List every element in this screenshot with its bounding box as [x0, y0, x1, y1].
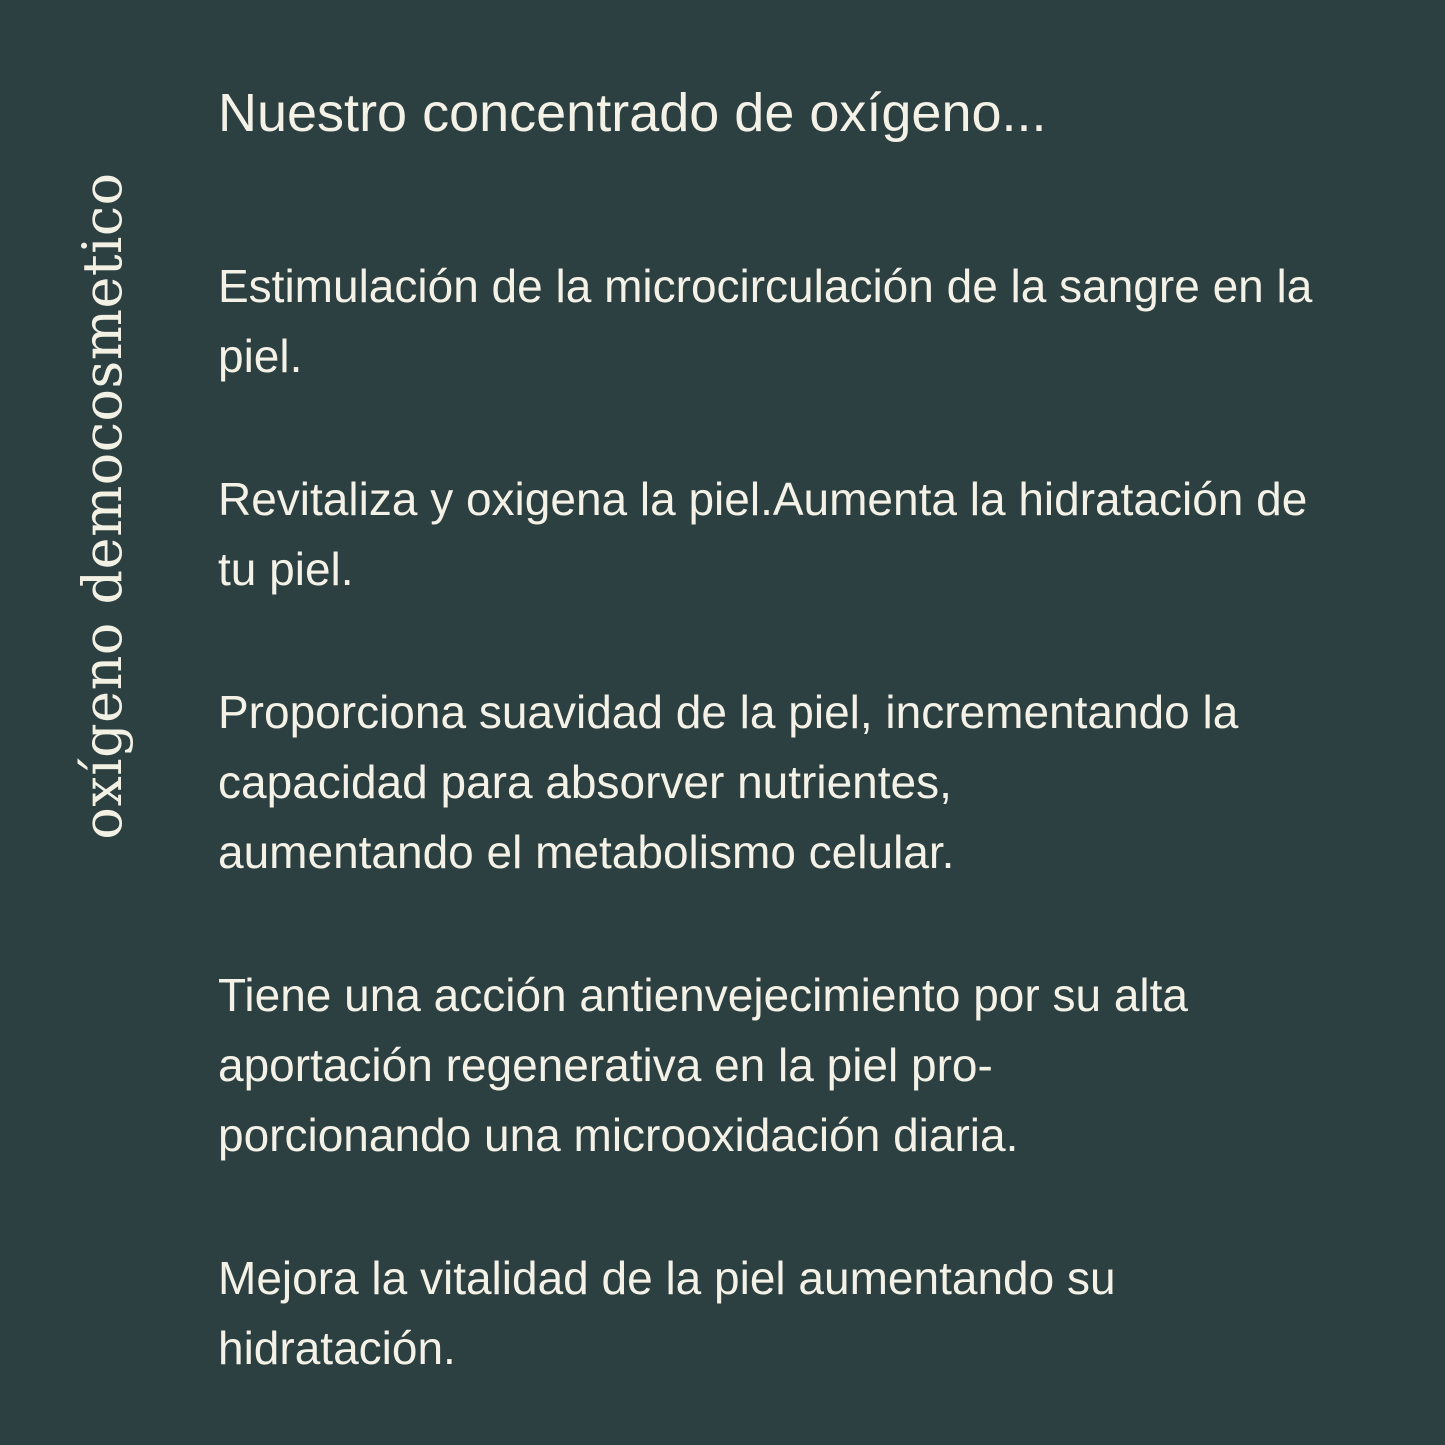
- benefit-paragraph-1: Estimulación de la microcirculación de la sangre en la piel.: [218, 260, 1313, 382]
- benefit-paragraph-4: Tiene una acción antienvejecimiento por su alta aportación regenerativa en la piel pro- porcionando una microoxidación diaria.: [218, 969, 1188, 1161]
- benefit-paragraph-5: Mejora la vitalidad de la piel aumentando su hidratación.: [218, 1252, 1116, 1374]
- benefit-paragraph-3: Proporciona suavidad de la piel, incrementando la capacidad para absorver nutrientes, aumentando el metabolismo celular.: [218, 686, 1239, 878]
- vertical-brand-text: oxígeno democosmetico: [71, 172, 134, 840]
- page-heading: Nuestro concentrado de oxígeno...: [218, 83, 1047, 143]
- benefit-paragraph-2: Revitaliza y oxigena la piel.Aumenta la hidratación de tu piel.: [218, 473, 1308, 595]
- content-column: [218, 78, 1438, 1383]
